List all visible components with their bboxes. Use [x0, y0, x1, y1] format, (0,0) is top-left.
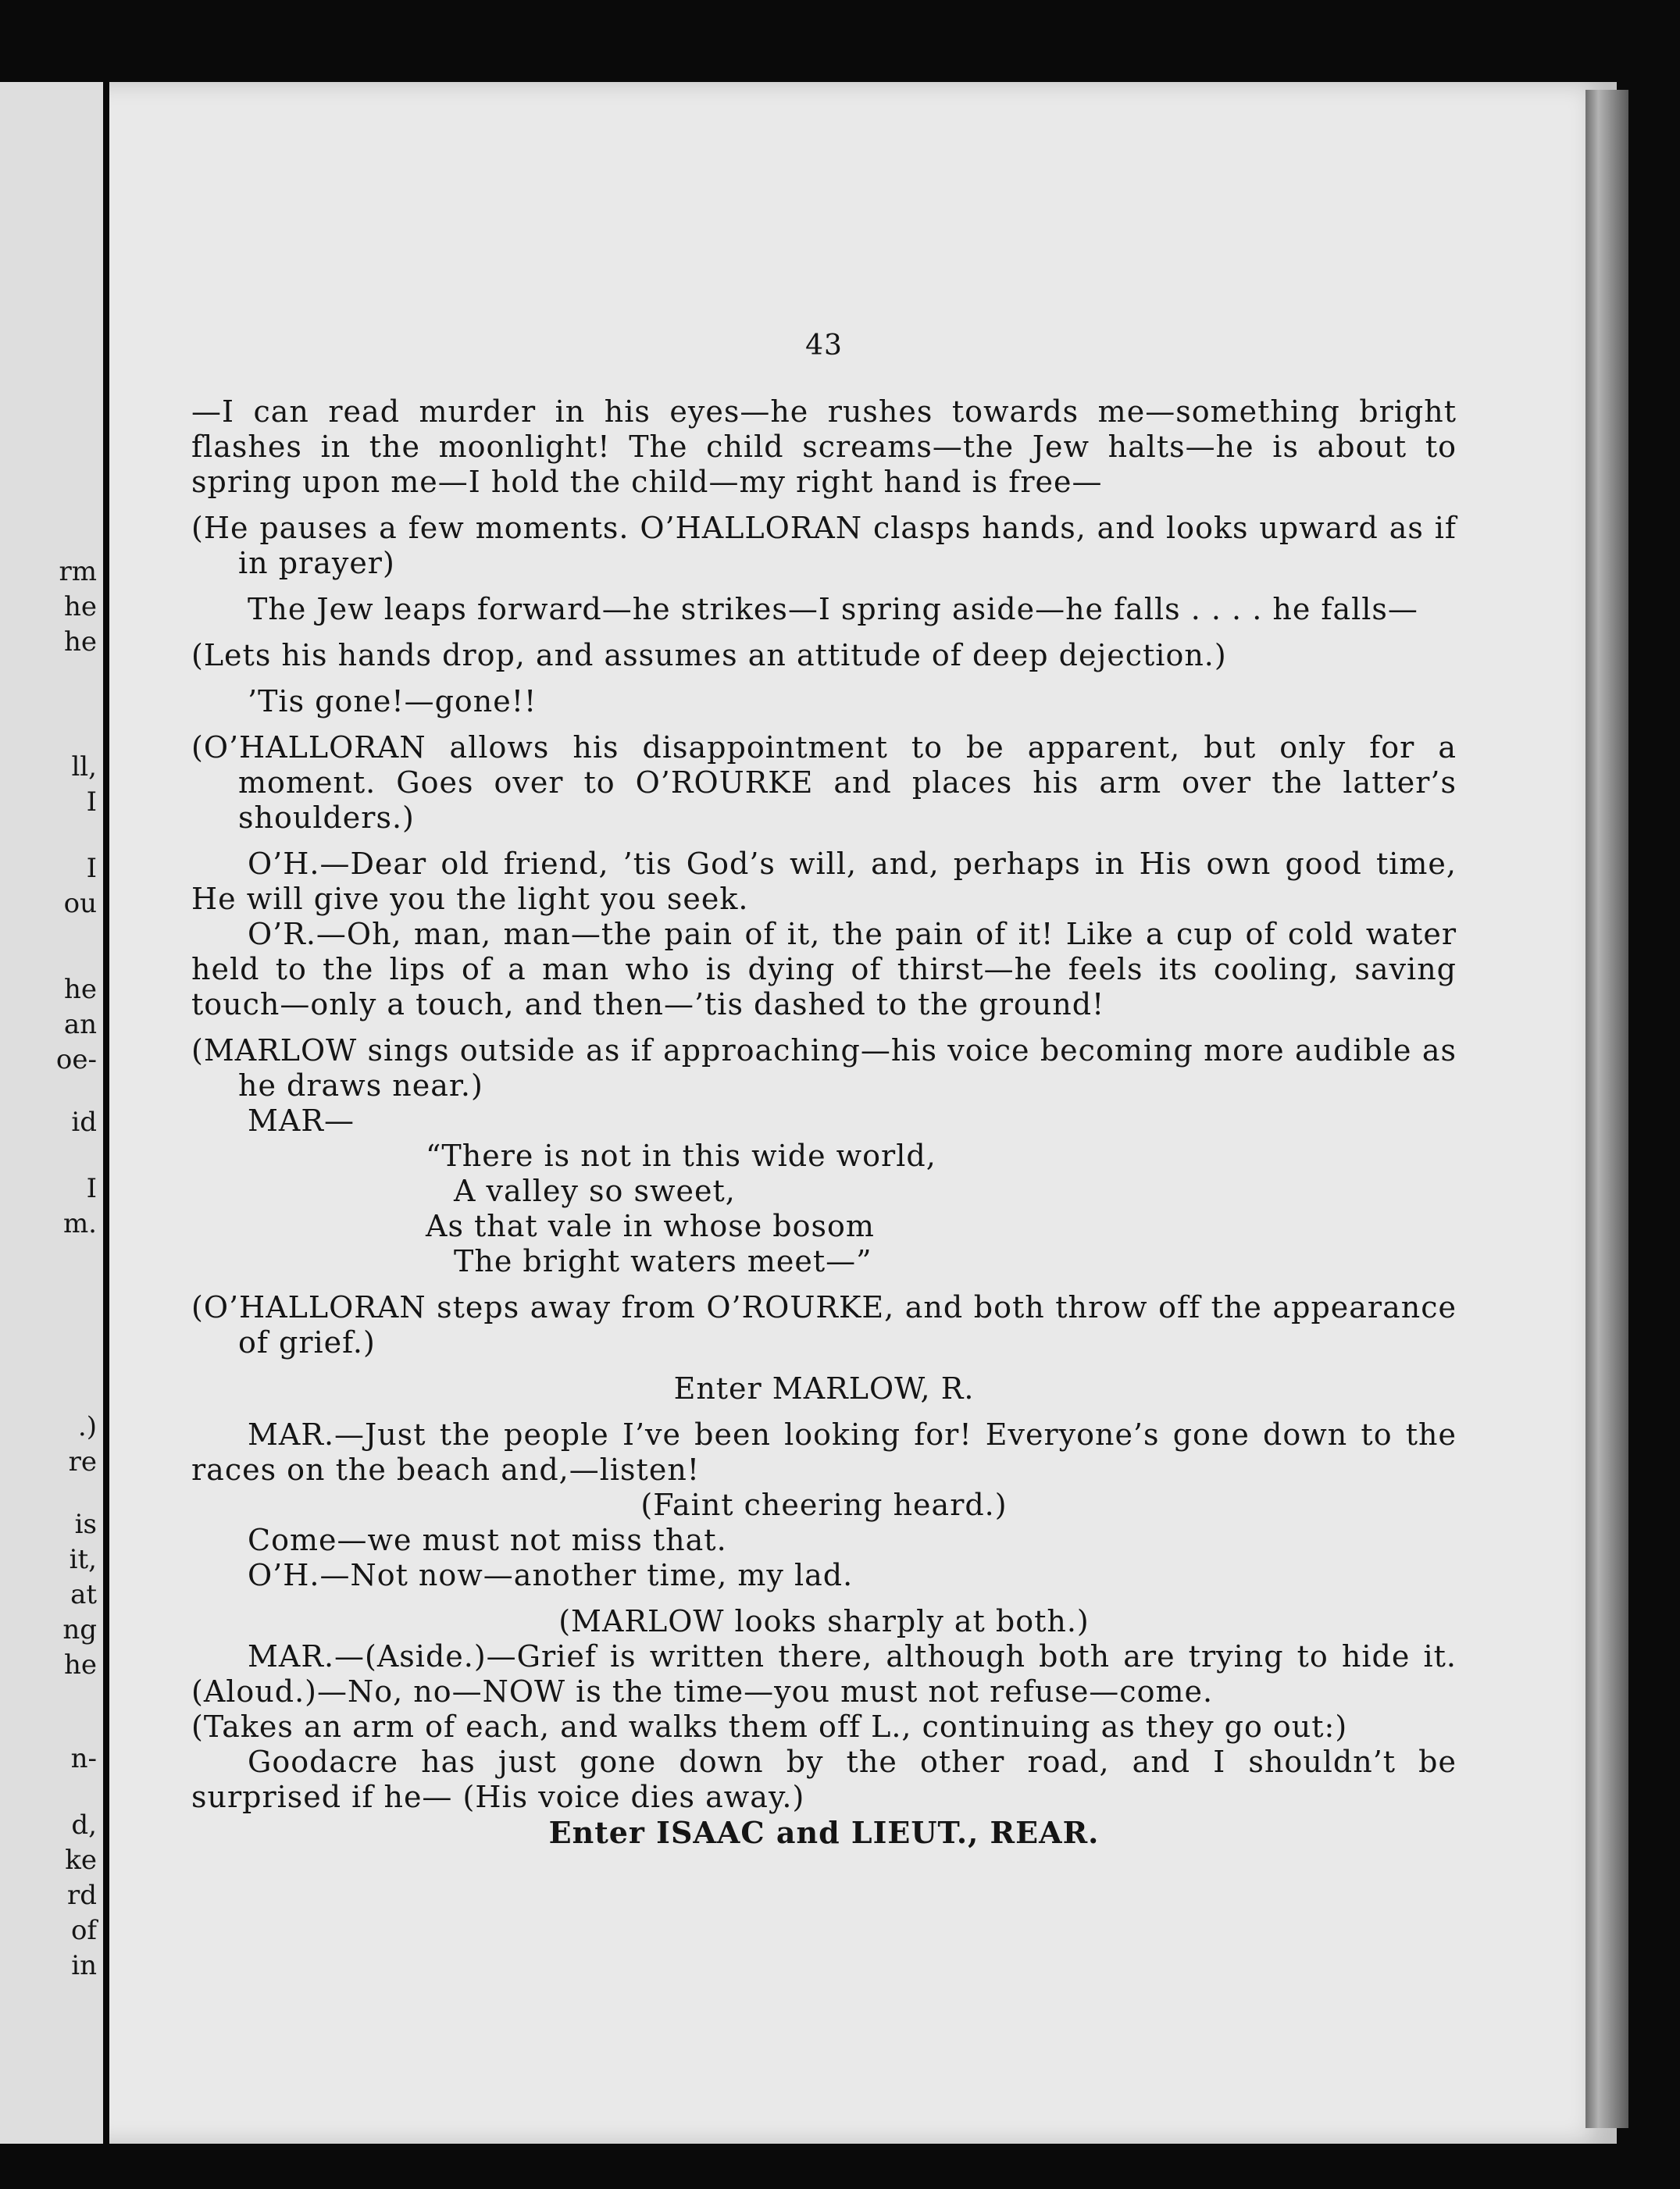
facing-page-text: rm	[59, 556, 97, 587]
speech-paragraph: MAR.—Just the people I’ve been looking for! Everyone’s gone down to the races on the beach and,—listen!	[191, 1417, 1457, 1487]
speech-paragraph: O’R.—Oh, man, man—the pain of it, the pain of it! Like a cup of cold water held to the lips of a man who is dying of thirst—he feels its cooling, saving touch—only a touch, and then—’tis dashed to the ground!	[191, 917, 1457, 1021]
speech-line: Come—we must not miss that.	[248, 1523, 727, 1557]
verse-line: The bright waters meet—”	[454, 1244, 872, 1278]
facing-page-text: he	[63, 974, 97, 1005]
facing-page-text: m.	[62, 1208, 97, 1239]
verse-line: A valley so sweet,	[454, 1174, 736, 1208]
entrance-direction: Enter MARLOW, R.	[673, 1371, 975, 1406]
facing-page-text: I	[86, 786, 97, 818]
facing-page-text: of	[70, 1915, 97, 1946]
page-edge	[1585, 90, 1628, 2128]
facing-page-text: ou	[63, 888, 97, 919]
facing-page-text: I	[86, 853, 97, 884]
facing-page-text: an	[63, 1009, 97, 1040]
stage-direction: (He pauses a few moments. O’HALLORAN clasps hands, and looks upward as if in prayer)	[191, 511, 1457, 580]
stage-direction: (MARLOW sings outside as if approaching—his voice becoming more audible as he draws near.)	[191, 1033, 1457, 1103]
facing-page-text: at	[70, 1579, 97, 1610]
stage-direction: (Takes an arm of each, and walks them off L., continuing as they go out:)	[191, 1709, 1348, 1744]
facing-page-text: I	[86, 1173, 97, 1204]
speech-paragraph: O’H.—Dear old friend, ’tis God’s will, and, perhaps in His own good time, He will give you the light you seek.	[191, 847, 1457, 916]
stage-direction: (Faint cheering heard.)	[640, 1488, 1008, 1522]
facing-page-text: is	[74, 1509, 97, 1540]
facing-page-text: oe-	[55, 1044, 97, 1075]
facing-page-text: ke	[65, 1845, 97, 1876]
speech-paragraph: The Jew leaps forward—he strikes—I spring aside—he falls . . . . he falls—	[248, 592, 1418, 626]
stage-direction: (O’HALLORAN steps away from O’ROURKE, and both throw off the appearance of grief.)	[191, 1290, 1457, 1360]
speech-paragraph: MAR.—(Aside.)—Grief is written there, although both are trying to hide it. (Aloud.)—No, no—NOW is the time—you must not refuse—come.	[191, 1639, 1457, 1709]
facing-page-text: rd	[66, 1880, 97, 1911]
song-verse	[191, 1139, 1457, 1279]
facing-page-text: d,	[71, 1809, 97, 1841]
entrance-direction: Enter ISAAC and LIEUT., REAR.	[548, 1815, 1100, 1850]
stage-direction: (Lets his hands drop, and assumes an attitude of deep dejection.)	[191, 638, 1227, 672]
speech-line: ’Tis gone!—gone!!	[248, 684, 537, 718]
speaker-label: MAR—	[248, 1103, 355, 1138]
facing-page-text: id	[71, 1107, 97, 1138]
stage-direction: (MARLOW looks sharply at both.)	[558, 1604, 1090, 1638]
facing-page-text: he	[63, 591, 97, 622]
facing-page-text: re	[68, 1446, 97, 1478]
facing-page-text: it,	[69, 1544, 97, 1575]
facing-page-fragment	[0, 82, 103, 2144]
speech-line: O’H.—Not now—another time, my lad.	[248, 1558, 854, 1592]
facing-page-text: n-	[70, 1743, 97, 1774]
page-text	[191, 328, 1457, 1850]
facing-page-text: in	[71, 1950, 97, 1981]
facing-page-text: ng	[62, 1614, 97, 1645]
stage-direction: (O’HALLORAN allows his disappointment to be apparent, but only for a moment. Goes over to O’ROURKE and places his arm over the latter’s shoulders.)	[191, 730, 1457, 835]
speech-paragraph: Goodacre has just gone down by the other road, and I shouldn’t be surprised if he— (His voice dies away.)	[191, 1745, 1457, 1814]
facing-page-text: ll,	[71, 751, 97, 783]
facing-page-text: .)	[77, 1411, 97, 1442]
page-number: 43	[805, 330, 843, 362]
verse-line: “There is not in this wide world,	[426, 1139, 936, 1173]
verse-line: As that vale in whose bosom	[426, 1209, 875, 1243]
facing-page-text: he	[63, 1649, 97, 1681]
facing-page-text: he	[63, 626, 97, 658]
speech-paragraph: —I can read murder in his eyes—he rushes towards me—something bright flashes in the moonlight! The child screams—the Jew halts—he is about to spring upon me—I hold the child—my right hand is free—	[191, 394, 1457, 499]
